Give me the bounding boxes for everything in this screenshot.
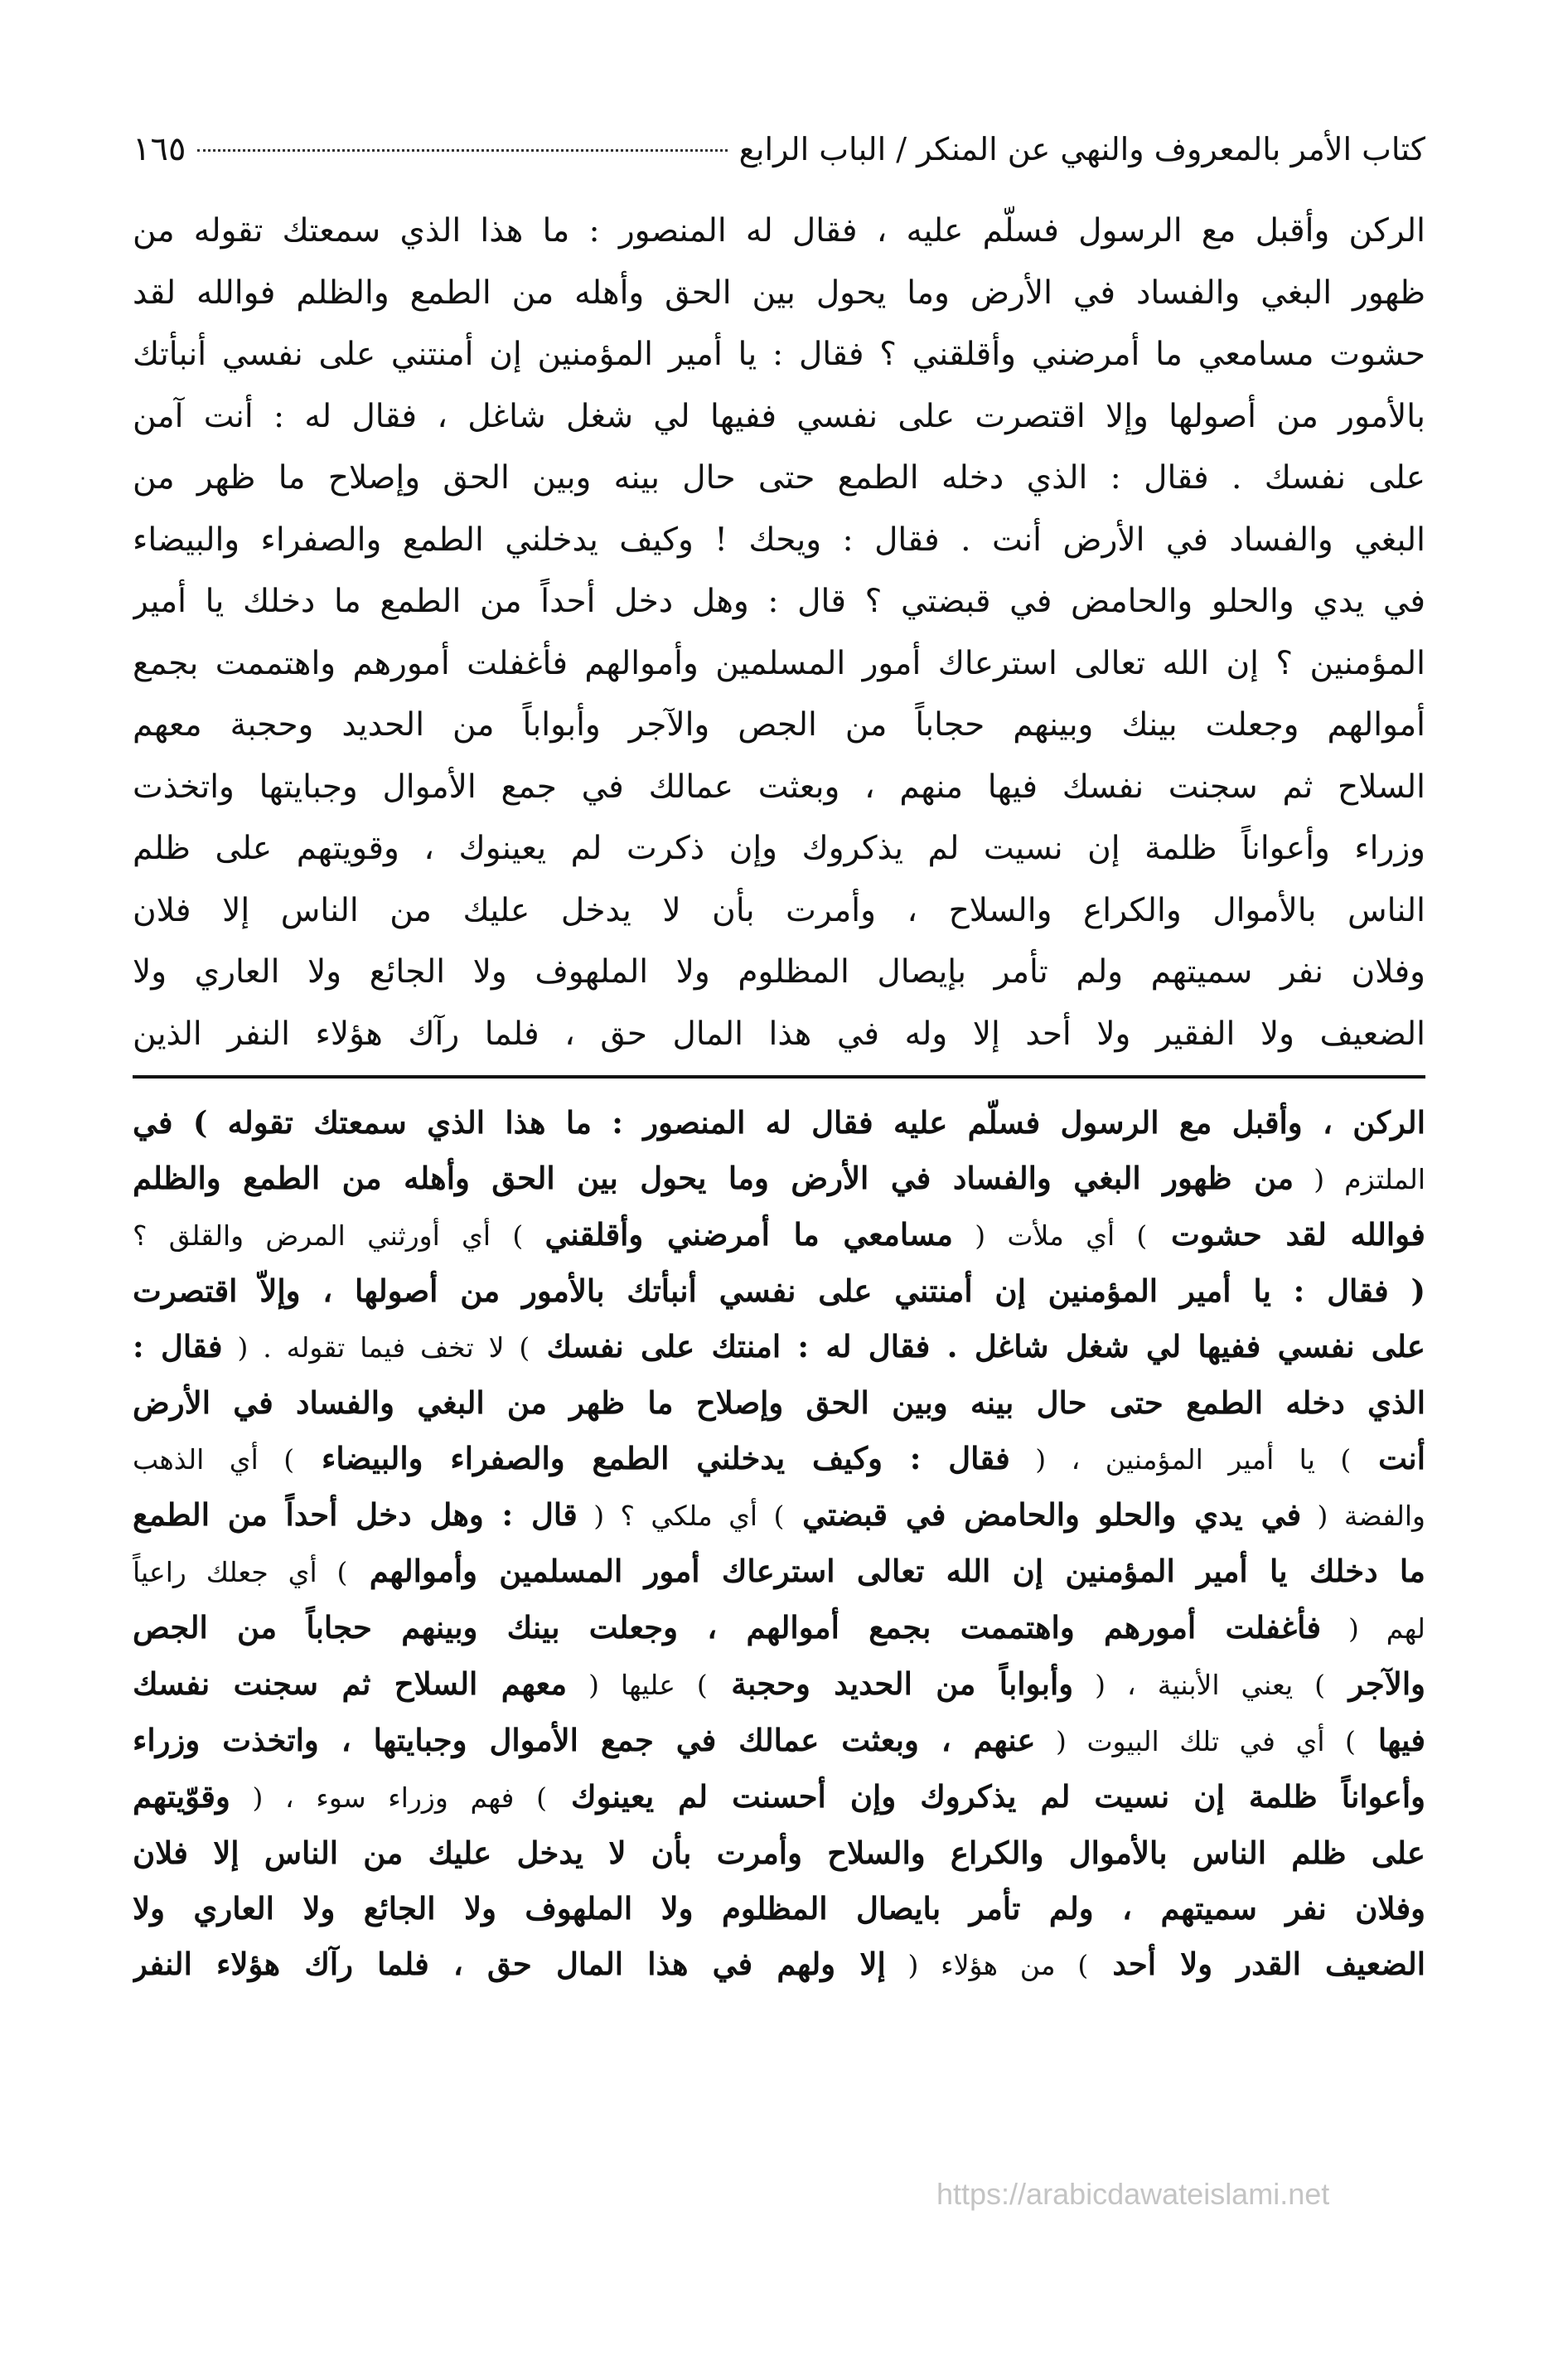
main-text-line: المؤمنين ؟ إن الله تعالى استرعاك أمور المسلمين وأموالهم فأغفلت أمورهم واهتممت بجمع <box>133 644 1425 682</box>
main-text-line: السلاح ثم سجنت نفسك فيها منهم ، وبعثت عمالك في جمع الأموال وجبايتها واتخذت <box>133 768 1425 806</box>
commentary-gloss: ) من هؤلاء ( <box>885 1949 1089 1981</box>
quoted-text: فوالله لقد حشوت <box>1147 1216 1425 1253</box>
quoted-text: على نفسي ففيها لي شغل شاغل . فقال له : امنتك على نفسك <box>530 1328 1425 1365</box>
commentary-line <box>133 1487 1425 1544</box>
commentary-gloss: ) لا تخف فيما تقوله . ( <box>222 1331 530 1364</box>
commentary-line <box>133 1263 1425 1319</box>
separator-rule <box>133 1075 1425 1079</box>
quoted-text: من ظهور البغي والفساد في الأرض وما يحول بين الحق وأهله من الطمع والظلم <box>133 1160 1294 1196</box>
quoted-text: معهم السلاح ثم سجنت نفسك <box>133 1665 568 1702</box>
commentary-line <box>133 1207 1425 1263</box>
quoted-text: وفلان نفر سميتهم ، ولم تأمر بايصال المظلوم ولا الملهوف ولا الجائع ولا العاري ولا <box>133 1890 1425 1927</box>
commentary-gloss: والفضة ( <box>1301 1500 1425 1532</box>
main-text-line: الناس بالأموال والكراع والسلاح ، وأمرت بأن لا يدخل عليك من الناس إلا فلان <box>133 891 1425 929</box>
main-text-line: الركن وأقبل مع الرسول فسلّم عليه ، فقال له المنصور : ما هذا الذي سمعتك تقوله من <box>133 212 1425 250</box>
quoted-text: أنت <box>1351 1440 1425 1476</box>
commentary-gloss: ) أي ملكي ؟ ( <box>577 1500 785 1532</box>
main-text-line: البغي والفساد في الأرض أنت . فقال : ويحك ! وكيف يدخلني الطمع والصفراء والبيضاء <box>133 521 1425 559</box>
main-text <box>133 201 1425 1065</box>
quoted-text: الضعيف القدر ولا أحد <box>1088 1946 1425 1982</box>
main-text-line: الضعيف ولا الفقير ولا أحد إلا وله في هذا المال حق ، فلما رآك هؤلاء النفر الذين <box>133 1015 1425 1053</box>
commentary-gloss: ) أي أورثني المرض والقلق ؟ <box>133 1219 545 1252</box>
quoted-text: الذي دخله الطمع حتى حال بينه وبين الحق وإصلاح ما ظهر من البغي والفساد في الأرض <box>133 1384 1425 1421</box>
quoted-text: قال : وهل دخل أحداً من الطمع <box>133 1496 578 1533</box>
commentary-line <box>133 1825 1425 1881</box>
main-text-line: بالأمور من أصولها وإلا اقتصرت على نفسي ففيها لي شغل شاغل ، فقال له : أنت آمن <box>133 397 1425 435</box>
commentary-gloss: ) أي جعلك راعياً <box>133 1556 348 1588</box>
commentary-gloss: ) أي الذهب <box>133 1443 295 1476</box>
main-text-line: ظهور البغي والفساد في الأرض وما يحول بين الحق وأهله من الطمع والظلم فوالله لقد <box>133 274 1425 312</box>
commentary-gloss: ) أي في تلك البيوت ( <box>1035 1725 1356 1757</box>
quoted-text: فيها <box>1355 1722 1425 1758</box>
commentary-line <box>133 1656 1425 1713</box>
main-text-line: حشوت مسامعي ما أمرضني وأقلقني ؟ فقال : يا أمير المؤمنين إن أمنتني على نفسي أنبأتك <box>133 336 1425 373</box>
commentary-gloss: لهم ( <box>1321 1612 1425 1645</box>
main-text-line: وفلان نفر سميتهم ولم تأمر بإيصال المظلوم ولا الملهوف ولا الجائع ولا العاري ولا <box>133 953 1425 991</box>
running-header <box>133 124 1425 174</box>
watermark: https://arabicdawateislami.net <box>936 2177 1330 2211</box>
quoted-text: وقوّيتهم <box>133 1778 230 1815</box>
commentary-line <box>133 1375 1425 1431</box>
quoted-text: عنهم ، وبعثت عمالك في جمع الأموال وجبايتها ، واتخذت وزراء <box>133 1722 1036 1758</box>
main-text-line: على نفسك . فقال : الذي دخله الطمع حتى حال بينه وبين الحق وإصلاح ما ظهر من <box>133 459 1425 497</box>
main-text-line: في يدي والحلو والحامض في قبضتي ؟ قال : وهل دخل أحداً من الطمع ما دخلك يا أمير <box>133 583 1425 620</box>
commentary-gloss: ) عليها ( <box>567 1669 708 1701</box>
commentary-line <box>133 1095 1425 1151</box>
commentary-line <box>133 1151 1425 1207</box>
commentary-line <box>133 1544 1425 1600</box>
commentary-line <box>133 1936 1425 1993</box>
quoted-text: وأبواباً من الحديد وحجبة <box>707 1665 1074 1702</box>
commentary-gloss: ) فهم وزراء سوء ، ( <box>230 1781 547 1814</box>
main-text-line: وزراء وأعواناً ظلمة إن نسيت لم يذكروك وإن ذكرت لم يعينوك ، وقويتهم على ظلم <box>133 830 1425 867</box>
quoted-text: على ظلم الناس بالأموال والكراع والسلاح وأمرت بأن لا يدخل عليك من الناس إلا فلان <box>133 1835 1425 1871</box>
commentary-line <box>133 1600 1425 1656</box>
quoted-text: وأعواناً ظلمة إن نسيت لم يذكروك وإن أحسنت لم يعينوك <box>546 1778 1425 1815</box>
quoted-text: الركن ، وأقبل مع الرسول فسلّم عليه فقال له المنصور : ما هذا الذي سمعتك تقوله ) في <box>133 1104 1425 1141</box>
quoted-text: ( فقال : يا أمير المؤمنين إن أمنتني على نفسي أنبأتك بالأمور من أصولها ، وإلاّ اقتصرت <box>133 1272 1425 1309</box>
commentary-gloss: الملتزم ( <box>1294 1163 1425 1195</box>
book-page <box>133 124 1425 1993</box>
commentary-gloss: ) أي ملأت ( <box>952 1219 1148 1252</box>
commentary-line <box>133 1431 1425 1487</box>
commentary-gloss: ) يا أمير المؤمنين ، ( <box>1009 1443 1352 1476</box>
quoted-text: في يدي والحلو والحامض في قبضتي <box>784 1496 1302 1533</box>
quoted-text: إلا ولهم في هذا المال حق ، فلما رآك هؤلاء النفر <box>133 1946 886 1982</box>
quoted-text: فقال : وكيف يدخلني الطمع والصفراء والبيضاء <box>294 1440 1010 1476</box>
dotted-leader <box>197 149 727 152</box>
commentary-line <box>133 1713 1425 1769</box>
quoted-text: ما دخلك يا أمير المؤمنين إن الله تعالى استرعاك أمور المسلمين وأموالهم <box>347 1553 1425 1589</box>
quoted-text: فقال : <box>133 1328 223 1365</box>
commentary <box>133 1095 1425 1993</box>
main-text-line: أموالهم وجعلت بينك وبينهم حجاباً من الجص والآجر وأبواباً من الحديد وحجبة معهم <box>133 706 1425 744</box>
running-header-title: كتاب الأمر بالمعروف والنهي عن المنكر / الباب الرابع <box>738 131 1425 167</box>
quoted-text: فأغفلت أمورهم واهتممت بجمع أموالهم ، وجعلت بينك وبينهم حجاباً من الجص <box>133 1609 1322 1646</box>
page-number: ١٦٥ <box>133 130 186 168</box>
quoted-text: مسامعي ما أمرضني وأقلقني <box>544 1216 953 1253</box>
quoted-text: والآجر <box>1325 1665 1425 1702</box>
commentary-line <box>133 1319 1425 1375</box>
commentary-gloss: ) يعني الأبنية ، ( <box>1073 1669 1326 1701</box>
commentary-line <box>133 1881 1425 1936</box>
commentary-line <box>133 1769 1425 1825</box>
